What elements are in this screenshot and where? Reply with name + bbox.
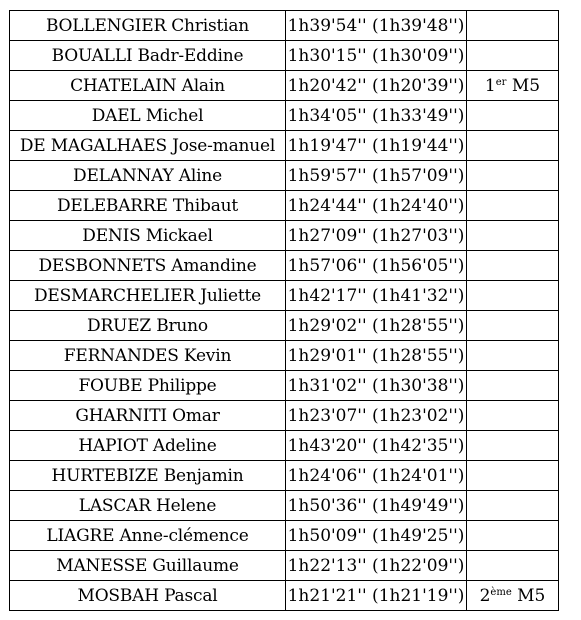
finish-time-cell: 1h50'09'' (1h49'25'') bbox=[286, 521, 467, 551]
table-row bbox=[10, 11, 559, 41]
runner-name-cell: MANESSE Guillaume bbox=[10, 551, 286, 581]
category-rank-cell bbox=[467, 431, 559, 461]
rank-suffix: ème bbox=[490, 586, 512, 598]
category-rank-cell bbox=[467, 341, 559, 371]
table-row bbox=[10, 191, 559, 221]
runner-name-cell: DELEBARRE Thibaut bbox=[10, 191, 286, 221]
runner-name-cell: HAPIOT Adeline bbox=[10, 431, 286, 461]
runner-name-cell: DRUEZ Bruno bbox=[10, 311, 286, 341]
runner-name-cell: FOUBE Philippe bbox=[10, 371, 286, 401]
runner-name-cell: DENIS Mickael bbox=[10, 221, 286, 251]
category-rank-cell bbox=[467, 551, 559, 581]
runner-name-cell: LIAGRE Anne-clémence bbox=[10, 521, 286, 551]
finish-time-cell: 1h57'06'' (1h56'05'') bbox=[286, 251, 467, 281]
runner-name-cell: DELANNAY Aline bbox=[10, 161, 286, 191]
category-rank-cell bbox=[467, 311, 559, 341]
table-row bbox=[10, 371, 559, 401]
category-rank-cell bbox=[467, 251, 559, 281]
table-row bbox=[10, 251, 559, 281]
category-rank-cell bbox=[467, 131, 559, 161]
table-row bbox=[10, 521, 559, 551]
table-row bbox=[10, 71, 559, 101]
runner-name-cell: DESMARCHELIER Juliette bbox=[10, 281, 286, 311]
rank-number: 1 bbox=[484, 75, 496, 96]
finish-time-cell: 1h19'47'' (1h19'44'') bbox=[286, 131, 467, 161]
category-rank-cell bbox=[467, 101, 559, 131]
category-rank-cell bbox=[467, 41, 559, 71]
table-row bbox=[10, 41, 559, 71]
runner-name-cell: CHATELAIN Alain bbox=[10, 71, 286, 101]
finish-time-cell: 1h29'02'' (1h28'55'') bbox=[286, 311, 467, 341]
rank-category: M5 bbox=[506, 75, 541, 96]
table-row bbox=[10, 221, 559, 251]
finish-time-cell: 1h43'20'' (1h42'35'') bbox=[286, 431, 467, 461]
runner-name-cell: HURTEBIZE Benjamin bbox=[10, 461, 286, 491]
runner-name-cell: MOSBAH Pascal bbox=[10, 581, 286, 611]
finish-time-cell: 1h20'42'' (1h20'39'') bbox=[286, 71, 467, 101]
finish-time-cell: 1h30'15'' (1h30'09'') bbox=[286, 41, 467, 71]
runner-name-cell: DESBONNETS Amandine bbox=[10, 251, 286, 281]
finish-time-cell: 1h24'06'' (1h24'01'') bbox=[286, 461, 467, 491]
runner-name-cell: DE MAGALHAES Jose-manuel bbox=[10, 131, 286, 161]
finish-time-cell: 1h39'54'' (1h39'48'') bbox=[286, 11, 467, 41]
runner-name-cell: LASCAR Helene bbox=[10, 491, 286, 521]
category-rank-cell bbox=[467, 281, 559, 311]
results-body bbox=[10, 11, 559, 611]
table-row bbox=[10, 281, 559, 311]
table-row bbox=[10, 311, 559, 341]
table-row bbox=[10, 491, 559, 521]
finish-time-cell: 1h21'21'' (1h21'19'') bbox=[286, 581, 467, 611]
rank-number: 2 bbox=[479, 585, 491, 606]
category-rank-cell bbox=[467, 461, 559, 491]
table-row bbox=[10, 161, 559, 191]
finish-time-cell: 1h23'07'' (1h23'02'') bbox=[286, 401, 467, 431]
table-row bbox=[10, 461, 559, 491]
runner-name-cell: FERNANDES Kevin bbox=[10, 341, 286, 371]
table-row bbox=[10, 581, 559, 611]
category-rank-cell bbox=[467, 581, 559, 611]
category-rank-cell bbox=[467, 371, 559, 401]
rank-category: M5 bbox=[511, 585, 546, 606]
category-rank-cell bbox=[467, 161, 559, 191]
finish-time-cell: 1h27'09'' (1h27'03'') bbox=[286, 221, 467, 251]
rank-suffix: er bbox=[495, 76, 507, 88]
table-row bbox=[10, 101, 559, 131]
table-row bbox=[10, 431, 559, 461]
table-row bbox=[10, 401, 559, 431]
finish-time-cell: 1h31'02'' (1h30'38'') bbox=[286, 371, 467, 401]
runner-name-cell: GHARNITI Omar bbox=[10, 401, 286, 431]
table-row bbox=[10, 551, 559, 581]
finish-time-cell: 1h59'57'' (1h57'09'') bbox=[286, 161, 467, 191]
finish-time-cell: 1h34'05'' (1h33'49'') bbox=[286, 101, 467, 131]
finish-time-cell: 1h29'01'' (1h28'55'') bbox=[286, 341, 467, 371]
category-rank-cell bbox=[467, 191, 559, 221]
table-row bbox=[10, 131, 559, 161]
finish-time-cell: 1h24'44'' (1h24'40'') bbox=[286, 191, 467, 221]
results-table bbox=[9, 10, 559, 611]
runner-name-cell: DAEL Michel bbox=[10, 101, 286, 131]
runner-name-cell: BOUALLI Badr-Eddine bbox=[10, 41, 286, 71]
finish-time-cell: 1h22'13'' (1h22'09'') bbox=[286, 551, 467, 581]
category-rank-cell bbox=[467, 521, 559, 551]
category-rank-cell bbox=[467, 401, 559, 431]
category-rank-cell bbox=[467, 71, 559, 101]
category-rank-cell bbox=[467, 221, 559, 251]
table-row bbox=[10, 341, 559, 371]
runner-name-cell: BOLLENGIER Christian bbox=[10, 11, 286, 41]
finish-time-cell: 1h50'36'' (1h49'49'') bbox=[286, 491, 467, 521]
finish-time-cell: 1h42'17'' (1h41'32'') bbox=[286, 281, 467, 311]
category-rank-cell bbox=[467, 11, 559, 41]
category-rank-cell bbox=[467, 491, 559, 521]
